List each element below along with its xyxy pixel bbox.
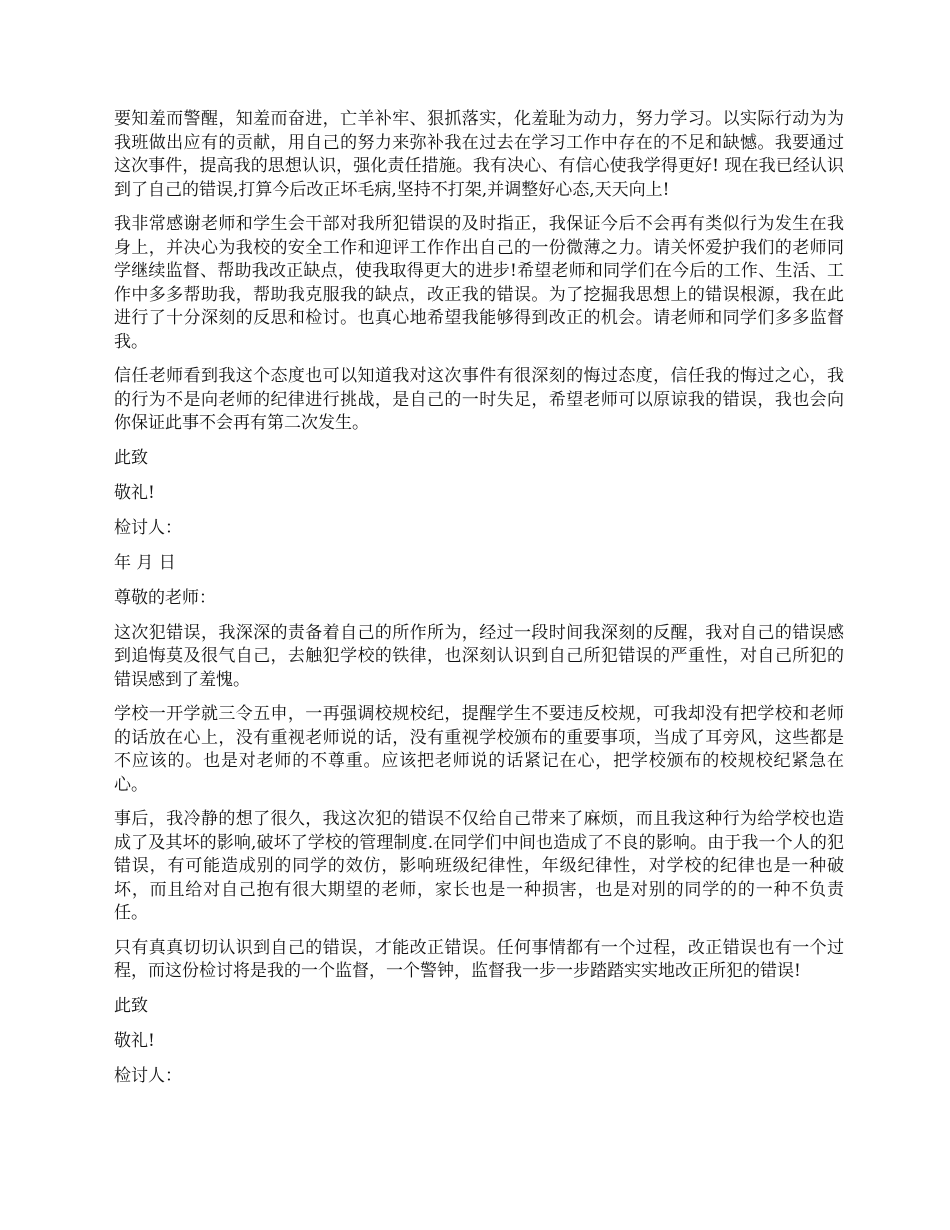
- paragraph-mistake: 这次犯错误，我深深的责备着自己的所作所为，经过一段时间我深刻的反醒，我对自己的错误感到追悔莫及很气自己，去触犯学校的铁律，也深刻认识到自己所犯错误的严重性，对自己所犯的错误感到了羞愧。: [114, 622, 844, 690]
- paragraph-consequences: 事后，我冷静的想了很久，我这次犯的错误不仅给自己带来了麻烦，而且我这种行为给学校也造成了及其坏的影响,破坏了学校的管理制度.在同学们中间也造成了不良的影响。由于我一个人的犯错误，有可能造成别的同学的效仿，影响班级纪律性，年级纪律性，对学校的纪律也是一种破坏，而且给对自己抱有很大期望的老师，家长也是一种损害，也是对别的同学的的一种不负责任。: [114, 809, 844, 923]
- closing-regards: 敬礼!: [114, 482, 155, 503]
- paragraph-school-rules: 学校一开学就三令五申，一再强调校规校纪，提醒学生不要违反校规，可我却没有把学校和老师的话放在心上，没有重视老师说的话，没有重视学校颁布的重要事项，当成了耳旁风，这些都是不应该的。也是对老师的不尊重。应该把老师说的话紧记在心，把学校颁布的校规校纪紧急在心。: [114, 704, 844, 795]
- document-body: [114, 108, 844, 1100]
- date-line: 年 月 日: [114, 552, 176, 573]
- signature-label: 检讨人：: [114, 517, 182, 538]
- paragraph-thanks: 我非常感谢老师和学生会干部对我所犯错误的及时指正，我保证今后不会再有类似行为发生在我身上，并决心为我校的安全工作和迎评工作作出自己的一份微薄之力。请关怀爱护我们的老师同学继续监督、帮助我改正缺点，使我取得更大的进步!希望老师和同学们在今后的工作、生活、工作中多多帮助我，帮助我克服我的缺点，改正我的错误。为了挖掘我思想上的错误根源，我在此进行了十分深刻的反思和检讨。也真心地希望我能够得到改正的机会。请老师和同学们多多监督我。: [114, 214, 844, 352]
- paragraph-resolve: 要知羞而警醒，知羞而奋进，亡羊补牢、狠抓落实，化羞耻为动力，努力学习。以实际行动为为我班做出应有的贡献，用自己的努力来弥补我在过去在学习工作中存在的不足和缺憾。我要通过这次事件，提高我的思想认识，强化责任措施。我有决心、有信心使我学得更好! 现在我已经认识到了自己的错误,打算今后改正坏毛病,坚持不打架,并调整好心态,天天向上!: [114, 109, 844, 200]
- closing-regards-2: 敬礼!: [114, 1030, 155, 1051]
- closing-salutation-2: 此致: [114, 995, 148, 1016]
- greeting: 尊敬的老师：: [114, 587, 216, 608]
- closing-salutation: 此致: [114, 447, 148, 468]
- signature-label-2: 检讨人：: [114, 1065, 182, 1086]
- paragraph-correction: 只有真真切切认识到自己的错误，才能改正错误。任何事情都有一个过程，改正错误也有一个过程，而这份检讨将是我的一个监督，一个警钟，监督我一步一步踏踏实实地改正所犯的错误!: [114, 937, 844, 981]
- paragraph-trust: 信任老师看到我这个态度也可以知道我对这次事件有很深刻的悔过态度，信任我的悔过之心，我的行为不是向老师的纪律进行挑战，是自己的一时失足，希望老师可以原谅我的错误，我也会向你保证此事不会再有第二次发生。: [114, 366, 844, 433]
